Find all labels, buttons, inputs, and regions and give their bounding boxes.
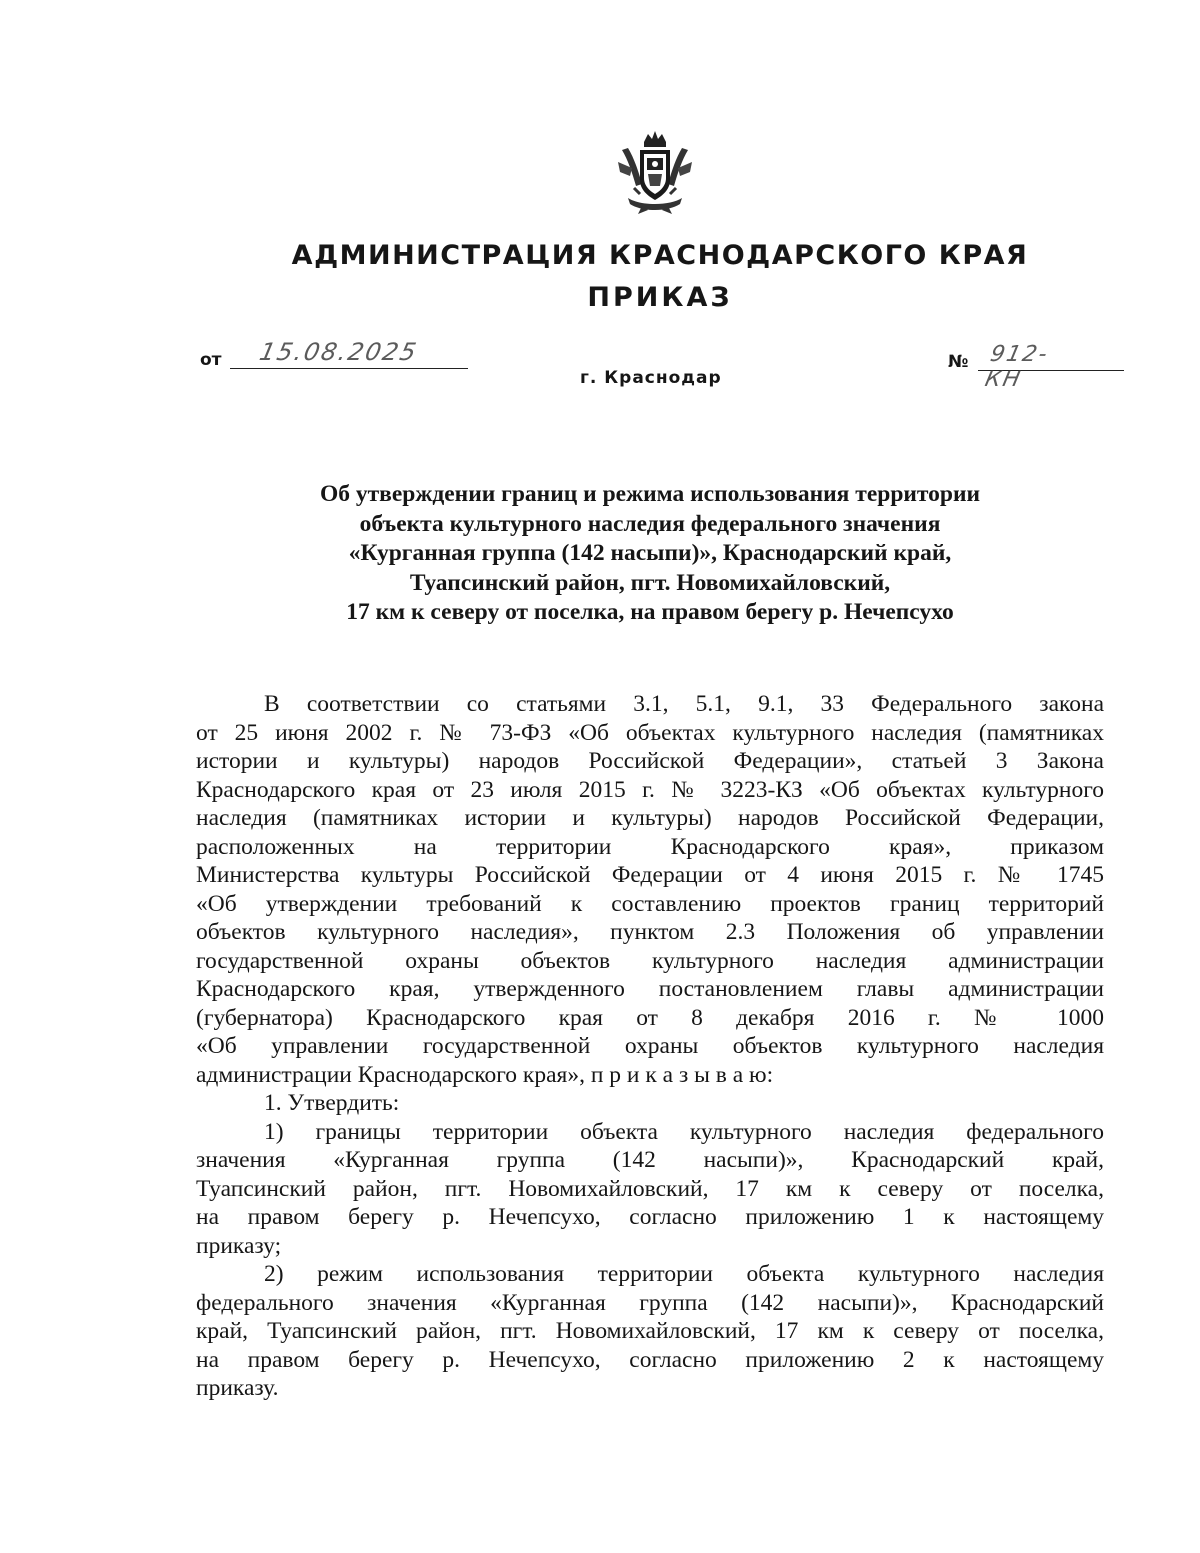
body-line: (губернатора) Краснодарского края от 8 декабря 2016 г. № 1000: [196, 1004, 1104, 1031]
body-line: 1. Утвердить:: [264, 1090, 400, 1116]
subject-line: Об утверждении границ и режима использования территории: [319, 481, 981, 507]
subject-line: 17 км к северу от поселка, на правом берегу р. Нечепсухо: [346, 599, 954, 625]
body-line: администрации Краснодарского края», п р и к а з ы в а ю:: [196, 1061, 774, 1088]
body-line: 2) режим использования территории объекта культурного наследия: [264, 1261, 1104, 1287]
body-line: 1) границы территории объекта культурного наследия федерального: [264, 1118, 1104, 1145]
order-subject: [150, 480, 1150, 628]
body-line: Туапсинский район, пгт. Новомихайловский, 17 км к северу от поселка,: [196, 1175, 1104, 1202]
subject-line: объекта культурного наследия федерального значения: [359, 510, 941, 537]
body-line: объектов культурного наследия», пунктом 2.3 Положения об управлении: [196, 919, 1104, 945]
subject-line: Туапсинский район, пгт. Новомихайловский,: [409, 569, 891, 596]
body-line: Министерства культуры Российской Федерации от 4 июня 2015 г. № 1745: [196, 862, 1104, 888]
date-prefix: от: [200, 350, 222, 370]
body-line: значения «Курганная группа (142 насыпи)», Краснодарский край,: [196, 1147, 1104, 1173]
date-underline: [230, 368, 468, 369]
body-line: приказу.: [196, 1375, 279, 1401]
body-line: «Об управлении государственной охраны объектов культурного наследия: [196, 1033, 1104, 1059]
body-line: на правом берегу р. Нечепсухо, согласно приложению 2 к настоящему: [196, 1346, 1104, 1373]
body-line: наследия (памятниках истории и культуры) народов Российской Федерации,: [196, 805, 1104, 831]
body-line: федерального значения «Курганная группа (142 насыпи)», Краснодарский: [196, 1289, 1104, 1316]
coat-of-arms-icon: [614, 128, 696, 216]
number-prefix: №: [948, 352, 969, 372]
document-type: ПРИКАЗ: [587, 282, 733, 313]
organization-title: АДМИНИСТРАЦИЯ КРАСНОДАРСКОГО КРАЯ: [291, 240, 1029, 271]
body-line: приказу;: [196, 1232, 282, 1259]
body-line: Краснодарского края, утвержденного постановлением главы администрации: [196, 976, 1104, 1002]
body-line: от 25 июня 2002 г. № 73-ФЗ «Об объектах культурного наследия (памятниках: [196, 719, 1104, 746]
city-label: г. Краснодар: [580, 368, 722, 388]
body-line: расположенных на территории Краснодарского края», приказом: [196, 833, 1104, 860]
subject-line: «Курганная группа (142 насыпи)», Краснодарский край,: [348, 540, 952, 566]
body-line: В соответствии со статьями 3.1, 5.1, 9.1, 33 Федерального закона: [264, 691, 1104, 717]
body-line: край, Туапсинский район, пгт. Новомихайловский, 17 км к северу от поселка,: [196, 1318, 1104, 1344]
body-line: государственной охраны объектов культурного наследия администрации: [196, 947, 1104, 974]
body-line: «Об утверждении требований к составлению проектов границ территорий: [196, 890, 1104, 917]
number-value: 912-КН: [982, 342, 1052, 392]
body-line: Краснодарского края от 23 июля 2015 г. № 3223-КЗ «Об объектах культурного: [196, 776, 1104, 803]
body-line: истории и культуры) народов Российской Федерации», статьей 3 Закона: [196, 748, 1104, 774]
body-line: на правом берегу р. Нечепсухо, согласно приложению 1 к настоящему: [196, 1204, 1104, 1230]
order-body: [196, 690, 1104, 1403]
date-value: 15.08.2025: [257, 338, 421, 366]
